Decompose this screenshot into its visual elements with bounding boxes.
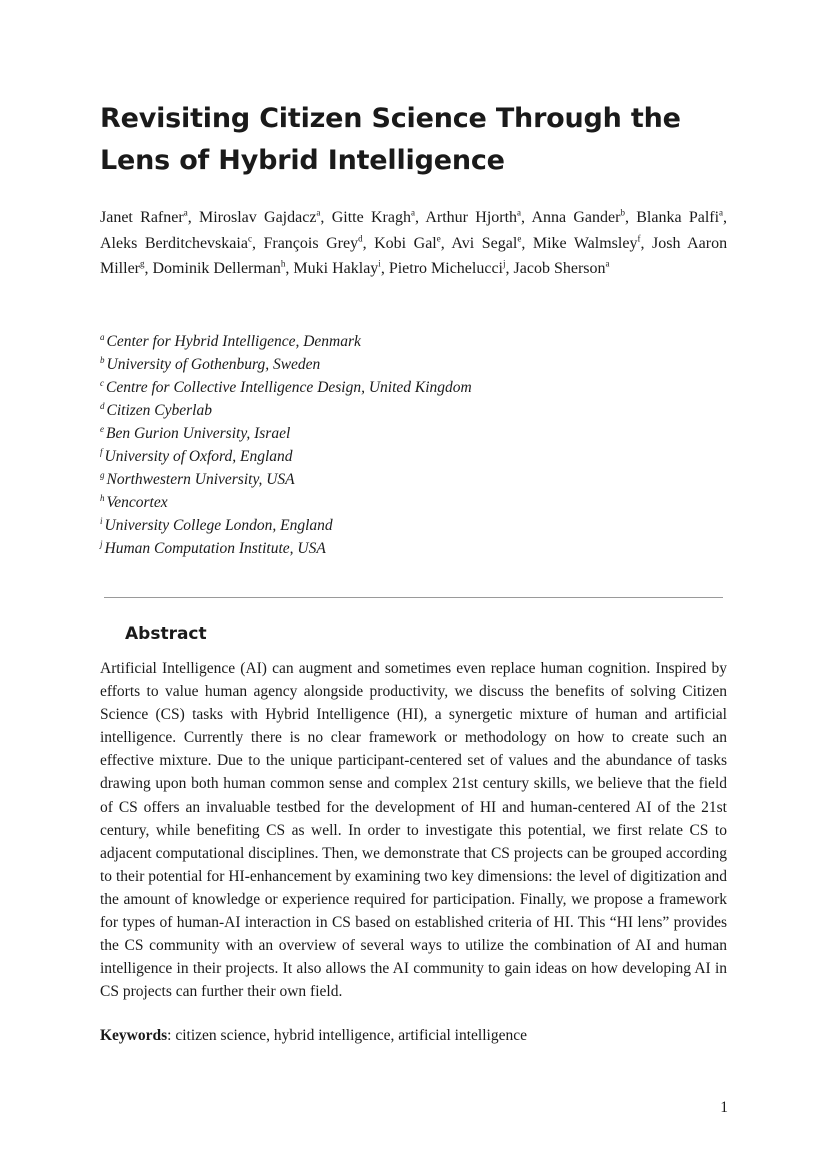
author: Anna Gander$^b$ bbox=[531, 207, 625, 226]
author-affiliation-mark: e bbox=[517, 233, 522, 244]
author: Janet Rafner$^a$ bbox=[100, 207, 188, 226]
author: Jacob Sherson$^a$ bbox=[513, 258, 610, 277]
author: Josh Aaron Miller$^g$ bbox=[100, 234, 728, 277]
author-affiliation-mark: d bbox=[358, 233, 363, 244]
affiliation-item: $^i$ University College London, England bbox=[100, 515, 333, 534]
affiliation-mark: a bbox=[100, 331, 105, 342]
author: François Grey$^d$ bbox=[263, 233, 363, 252]
keywords-text: : citizen science, hybrid intelligence, artificial intelligence bbox=[167, 1027, 527, 1044]
affiliation-list bbox=[100, 330, 727, 560]
author: Aleks Berditchevskaia$^c$ bbox=[100, 233, 252, 252]
affiliation-item: $^a$ Center for Hybrid Intelligence, Denmark bbox=[100, 331, 361, 350]
author: Dominik Dellerman$^h$ bbox=[152, 258, 286, 277]
affiliation-mark: f bbox=[100, 446, 103, 457]
affiliation-item: $^g$ Northwestern University, USA bbox=[100, 469, 295, 488]
author-affiliation-mark: a bbox=[605, 258, 610, 269]
author-list: Janet Rafner$^a$, Miroslav Gajdacz$^a$, Gitte Kragh$^a$, Arthur Hjorth$^a$, Anna Gander$^b$, Blanka Palfi$^a$, Aleks Berditchevskaia$^c$, François Grey$^d$, Kobi Gal$^e$, Avi Segal$^e$, Mike Walmsley$^f$, Josh Aaron Miller$^g$, Dominik Dellerman$^h$, Muki Haklay$^i$, Pietro Michelucci$^j$, Jacob Sherson$^a$ bbox=[100, 207, 728, 277]
section-divider bbox=[104, 597, 723, 598]
affiliation-item: $^c$ Centre for Collective Intelligence Design, United Kingdom bbox=[100, 377, 472, 396]
affiliation-mark: i bbox=[100, 515, 103, 526]
abstract-heading: Abstract bbox=[125, 624, 207, 644]
author-affiliation-mark: b bbox=[620, 207, 625, 218]
affiliation-item: $^b$ University of Gothenburg, Sweden bbox=[100, 354, 321, 373]
author-affiliation-mark: a bbox=[183, 207, 188, 218]
affiliation-mark: h bbox=[100, 492, 105, 503]
author: Kobi Gal$^e$ bbox=[374, 233, 441, 252]
author: Avi Segal$^e$ bbox=[451, 233, 522, 252]
author: Mike Walmsley$^f$ bbox=[532, 233, 641, 252]
author-affiliation-mark: j bbox=[503, 258, 506, 269]
author-affiliation-mark: e bbox=[436, 233, 441, 244]
affiliation-item: $^j$ Human Computation Institute, USA bbox=[100, 538, 326, 557]
affiliation-mark: e bbox=[100, 423, 104, 434]
affiliation-item: $^d$ Citizen Cyberlab bbox=[100, 400, 212, 419]
author: Arthur Hjorth$^a$ bbox=[425, 207, 522, 226]
page-number: 1 bbox=[720, 1099, 728, 1116]
affiliation-mark: c bbox=[100, 377, 104, 388]
author-affiliation-mark: h bbox=[280, 258, 286, 269]
affiliation-mark: d bbox=[100, 400, 105, 411]
paper-title: Revisiting Citizen Science Through the Lens of Hybrid Intelligence bbox=[100, 103, 681, 176]
author: Muki Haklay$^i$ bbox=[293, 258, 381, 277]
abstract-body: Artificial Intelligence (AI) can augment and sometimes even replace human cognition. Inspired by efforts to value human agency alongside productivity, we discuss the benefits of solving Citizen Science (CS) tasks with Hybrid Intelligence (HI), a synergetic mixture of human and artificial intelligence. Currently there is no clear framework or methodology on how to create such an effective mixture. Due to the unique participant-centered set of values and the abundance of tasks drawing upon both human common sense and complex 21st century skills, we believe that the field of CS offers an invaluable testbed for the development of HI and human-centered AI of the 21st century, while benefiting CS as well. In order to investigate this potential, we first relate CS to adjacent computational disciplines. Then, we demonstrate that CS projects can be grouped according to their potential for HI-enhancement by examining two key dimensions: the level of digitization and the amount of knowledge or experience required for participation. Finally, we propose a framework for types of human-AI interaction in CS based on established criteria of HI. This “HI lens” provides the CS community with an overview of several ways to utilize the combination of AI and human intelligence in their projects. It also allows the AI community to gain ideas on how developing AI in CS projects can further their own field. bbox=[100, 660, 727, 1001]
author-affiliation-mark: g bbox=[140, 258, 145, 269]
affiliation-item: $^e$ Ben Gurion University, Israel bbox=[100, 423, 291, 442]
author: Pietro Michelucci$^j$ bbox=[388, 258, 506, 277]
affiliation-item: $^f$ University of Oxford, England bbox=[100, 446, 293, 465]
author-affiliation-mark: f bbox=[637, 233, 641, 244]
author-affiliation-mark: a bbox=[719, 207, 724, 218]
keywords-label: Keywords bbox=[100, 1027, 168, 1044]
affiliation-mark: j bbox=[100, 538, 103, 549]
affiliation-mark: g bbox=[100, 469, 105, 480]
author-affiliation-mark: a bbox=[316, 207, 321, 218]
author: Blanka Palfi$^a$ bbox=[636, 207, 724, 226]
author: Gitte Kragh$^a$ bbox=[331, 207, 415, 226]
author-affiliation-mark: a bbox=[517, 207, 522, 218]
author: Miroslav Gajdacz$^a$ bbox=[198, 207, 321, 226]
keywords-line bbox=[100, 1024, 727, 1047]
author-affiliation-mark: a bbox=[410, 207, 415, 218]
author-affiliation-mark: c bbox=[247, 233, 252, 244]
author-affiliation-mark: i bbox=[378, 258, 381, 269]
affiliation-item: $^h$ Vencortex bbox=[100, 492, 168, 511]
affiliation-mark: b bbox=[100, 354, 105, 365]
